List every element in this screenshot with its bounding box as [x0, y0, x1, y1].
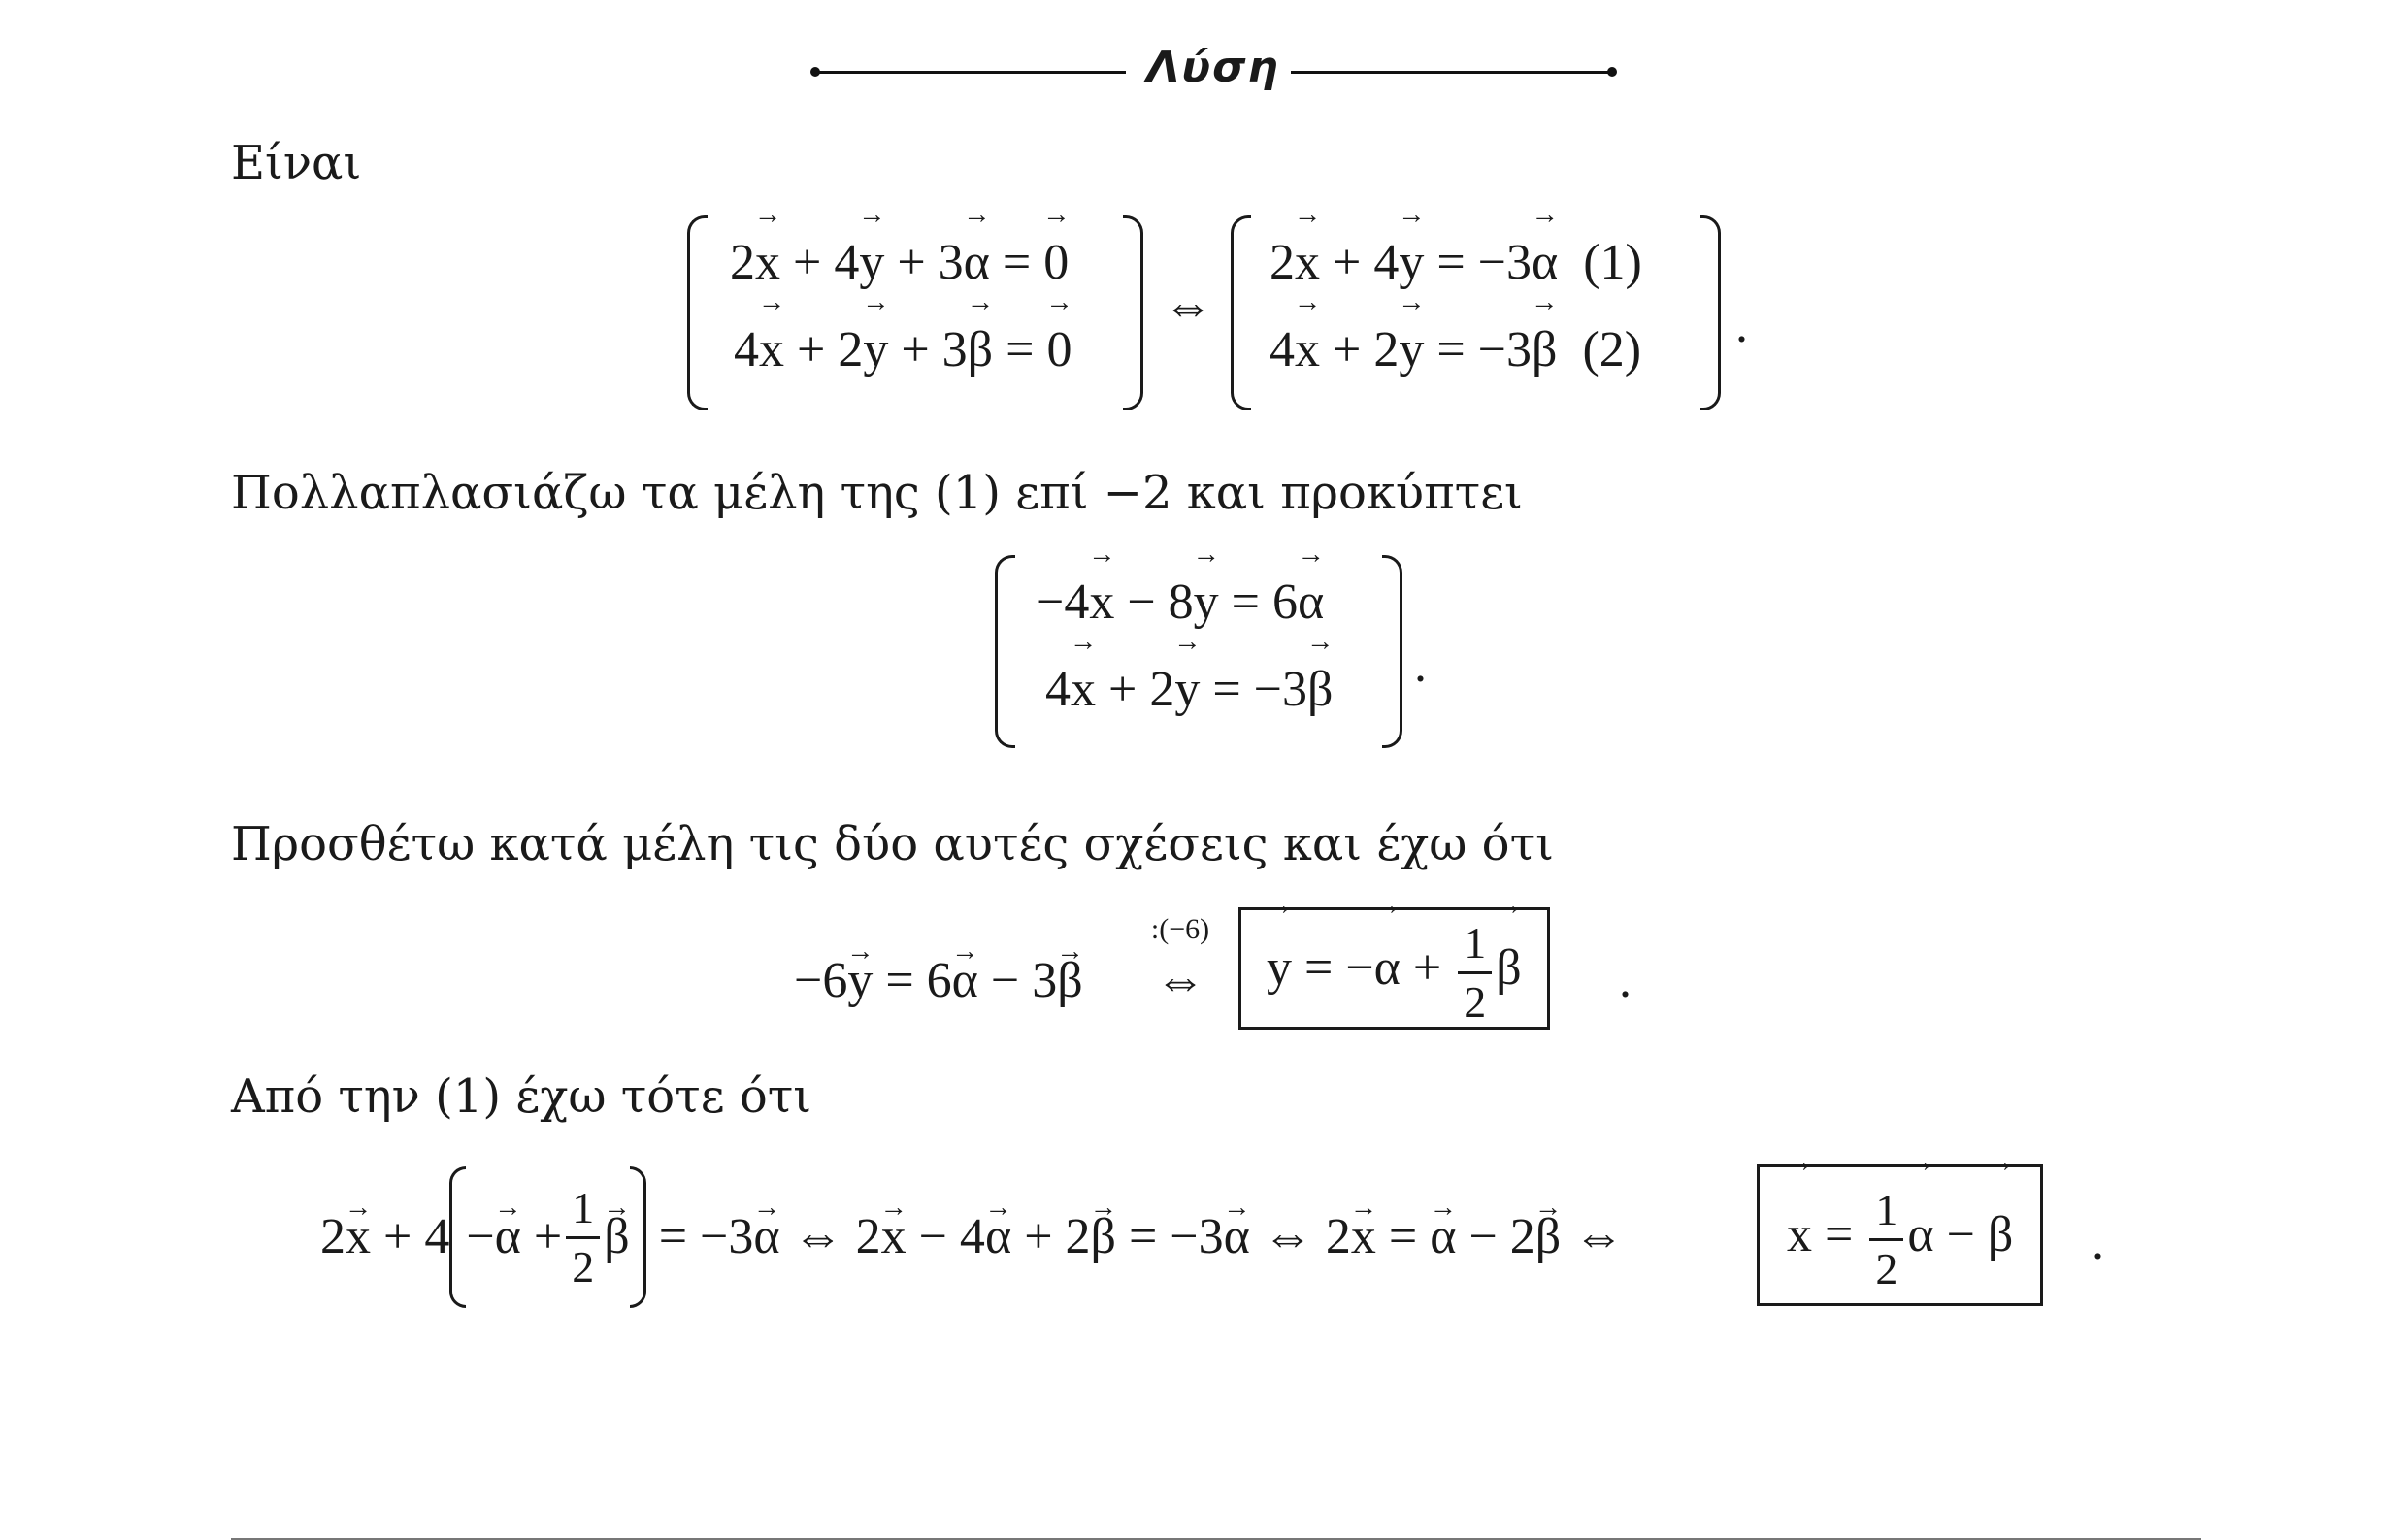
paragraph-intro: Είναι: [231, 136, 362, 190]
right-system-line-1: 2→ x + 4→ y = −3→ α (1): [1231, 215, 1721, 307]
heading-left-rule: [815, 71, 1126, 74]
fraction-one-half: $\frac{1}{2}$: [566, 1186, 600, 1290]
multiplied-line-2: 4→ x + 2→ y = −3→ β: [995, 646, 1402, 734]
period: .: [2092, 1215, 2104, 1270]
equivalence-with-division: :(−6) ⇔: [1150, 913, 1210, 1008]
equation-y-left: −6→ y = 6→ α − 3→ β: [794, 956, 1083, 1006]
right-system: [1231, 215, 1721, 405]
equation-tag-1: (1): [1583, 235, 1642, 290]
paragraph-multiply: Πολλαπλασιάζω τα μέλη της (1) επί −2 και προκύπτει: [231, 466, 1523, 520]
right-paren: [630, 1166, 646, 1308]
paragraph-from-1: Από την (1) έχω τότε ότι: [231, 1069, 812, 1124]
period: .: [1619, 953, 1632, 1008]
multiplied-system: [995, 555, 1402, 742]
fraction-one-half: $\frac{1}{2}$: [1869, 1188, 1903, 1292]
y-result-box: → y = −→ α + $\frac{1}{2}$ → β: [1238, 907, 1550, 1030]
heading-title: Λύση: [1146, 43, 1280, 92]
multiplied-line-1: −4→ x − 8→ y = 6→ α: [995, 555, 1402, 646]
division-label: :(−6): [1150, 913, 1210, 945]
heading-right-dot: [1607, 67, 1617, 77]
equation-tag-2: (2): [1582, 322, 1642, 377]
right-system-line-2: 4→ x + 2→ y = −3→ β (2): [1231, 307, 1721, 394]
x-result-box: → x = $\frac{1}{2}$ → α − → β: [1757, 1164, 2043, 1306]
period: .: [1414, 638, 1427, 693]
left-paren: [449, 1166, 466, 1308]
fraction-one-half: $\frac{1}{2}$: [1458, 921, 1492, 1025]
left-system-line-1: 2→ x + 4→ y + 3→ α = → 0: [687, 215, 1143, 307]
heading-right-rule: [1291, 71, 1611, 74]
solution-heading: [0, 39, 2407, 107]
paragraph-add: Προσθέτω κατά μέλη τις δύο αυτές σχέσεις και έχω ότι: [231, 817, 1554, 871]
period: .: [1735, 298, 1748, 353]
left-system: [687, 215, 1143, 405]
equation-x-chain: 2→ x + 4 −→ α + $\frac{1}{2}$ → β = −3→ α ⇔ 2→ x − 4→ α + 2→ β = −3→ α ⇔ 2→ x = → α − 2→ β ⇔: [320, 1169, 1636, 1305]
equivalence-symbol: ⇔: [1163, 279, 1213, 334]
left-system-line-2: 4→ x + 2→ y + 3→ β = → 0: [687, 307, 1143, 394]
